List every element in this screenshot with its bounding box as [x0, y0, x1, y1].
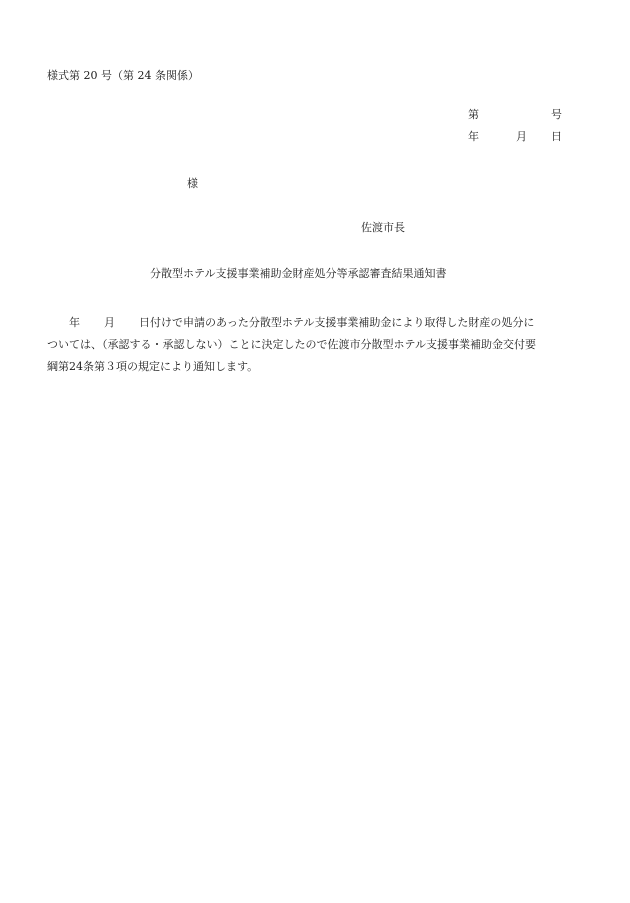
body-line-1	[47, 312, 567, 334]
date-day-label: 日	[551, 130, 562, 143]
addressee-honorific: 様	[187, 177, 198, 190]
issuer-name: 佐渡市長	[361, 221, 405, 234]
body-line-1-text: 日付けで申請のあった分散型ホテル支援事業補助金により取得した財産の処分に	[139, 316, 535, 329]
document-number-prefix: 第	[468, 108, 479, 121]
form-number: 様式第 20 号（第 24 条関係）	[47, 69, 199, 82]
date-month-label: 月	[516, 130, 527, 143]
document-number-suffix: 号	[551, 108, 562, 121]
document-title: 分散型ホテル支援事業補助金財産処分等承認審査結果通知書	[150, 267, 447, 280]
body-year-label: 年	[69, 316, 80, 329]
body-paragraph	[47, 312, 567, 378]
body-line-2: ついては、（承認する・承認しない）ことに決定したので佐渡市分散型ホテル支援事業補助金交付要	[47, 338, 536, 351]
body-line-3: 綱第24条第３項の規定により通知します。	[47, 360, 259, 373]
date-year-label: 年	[468, 130, 479, 143]
body-month-label: 月	[104, 316, 115, 329]
